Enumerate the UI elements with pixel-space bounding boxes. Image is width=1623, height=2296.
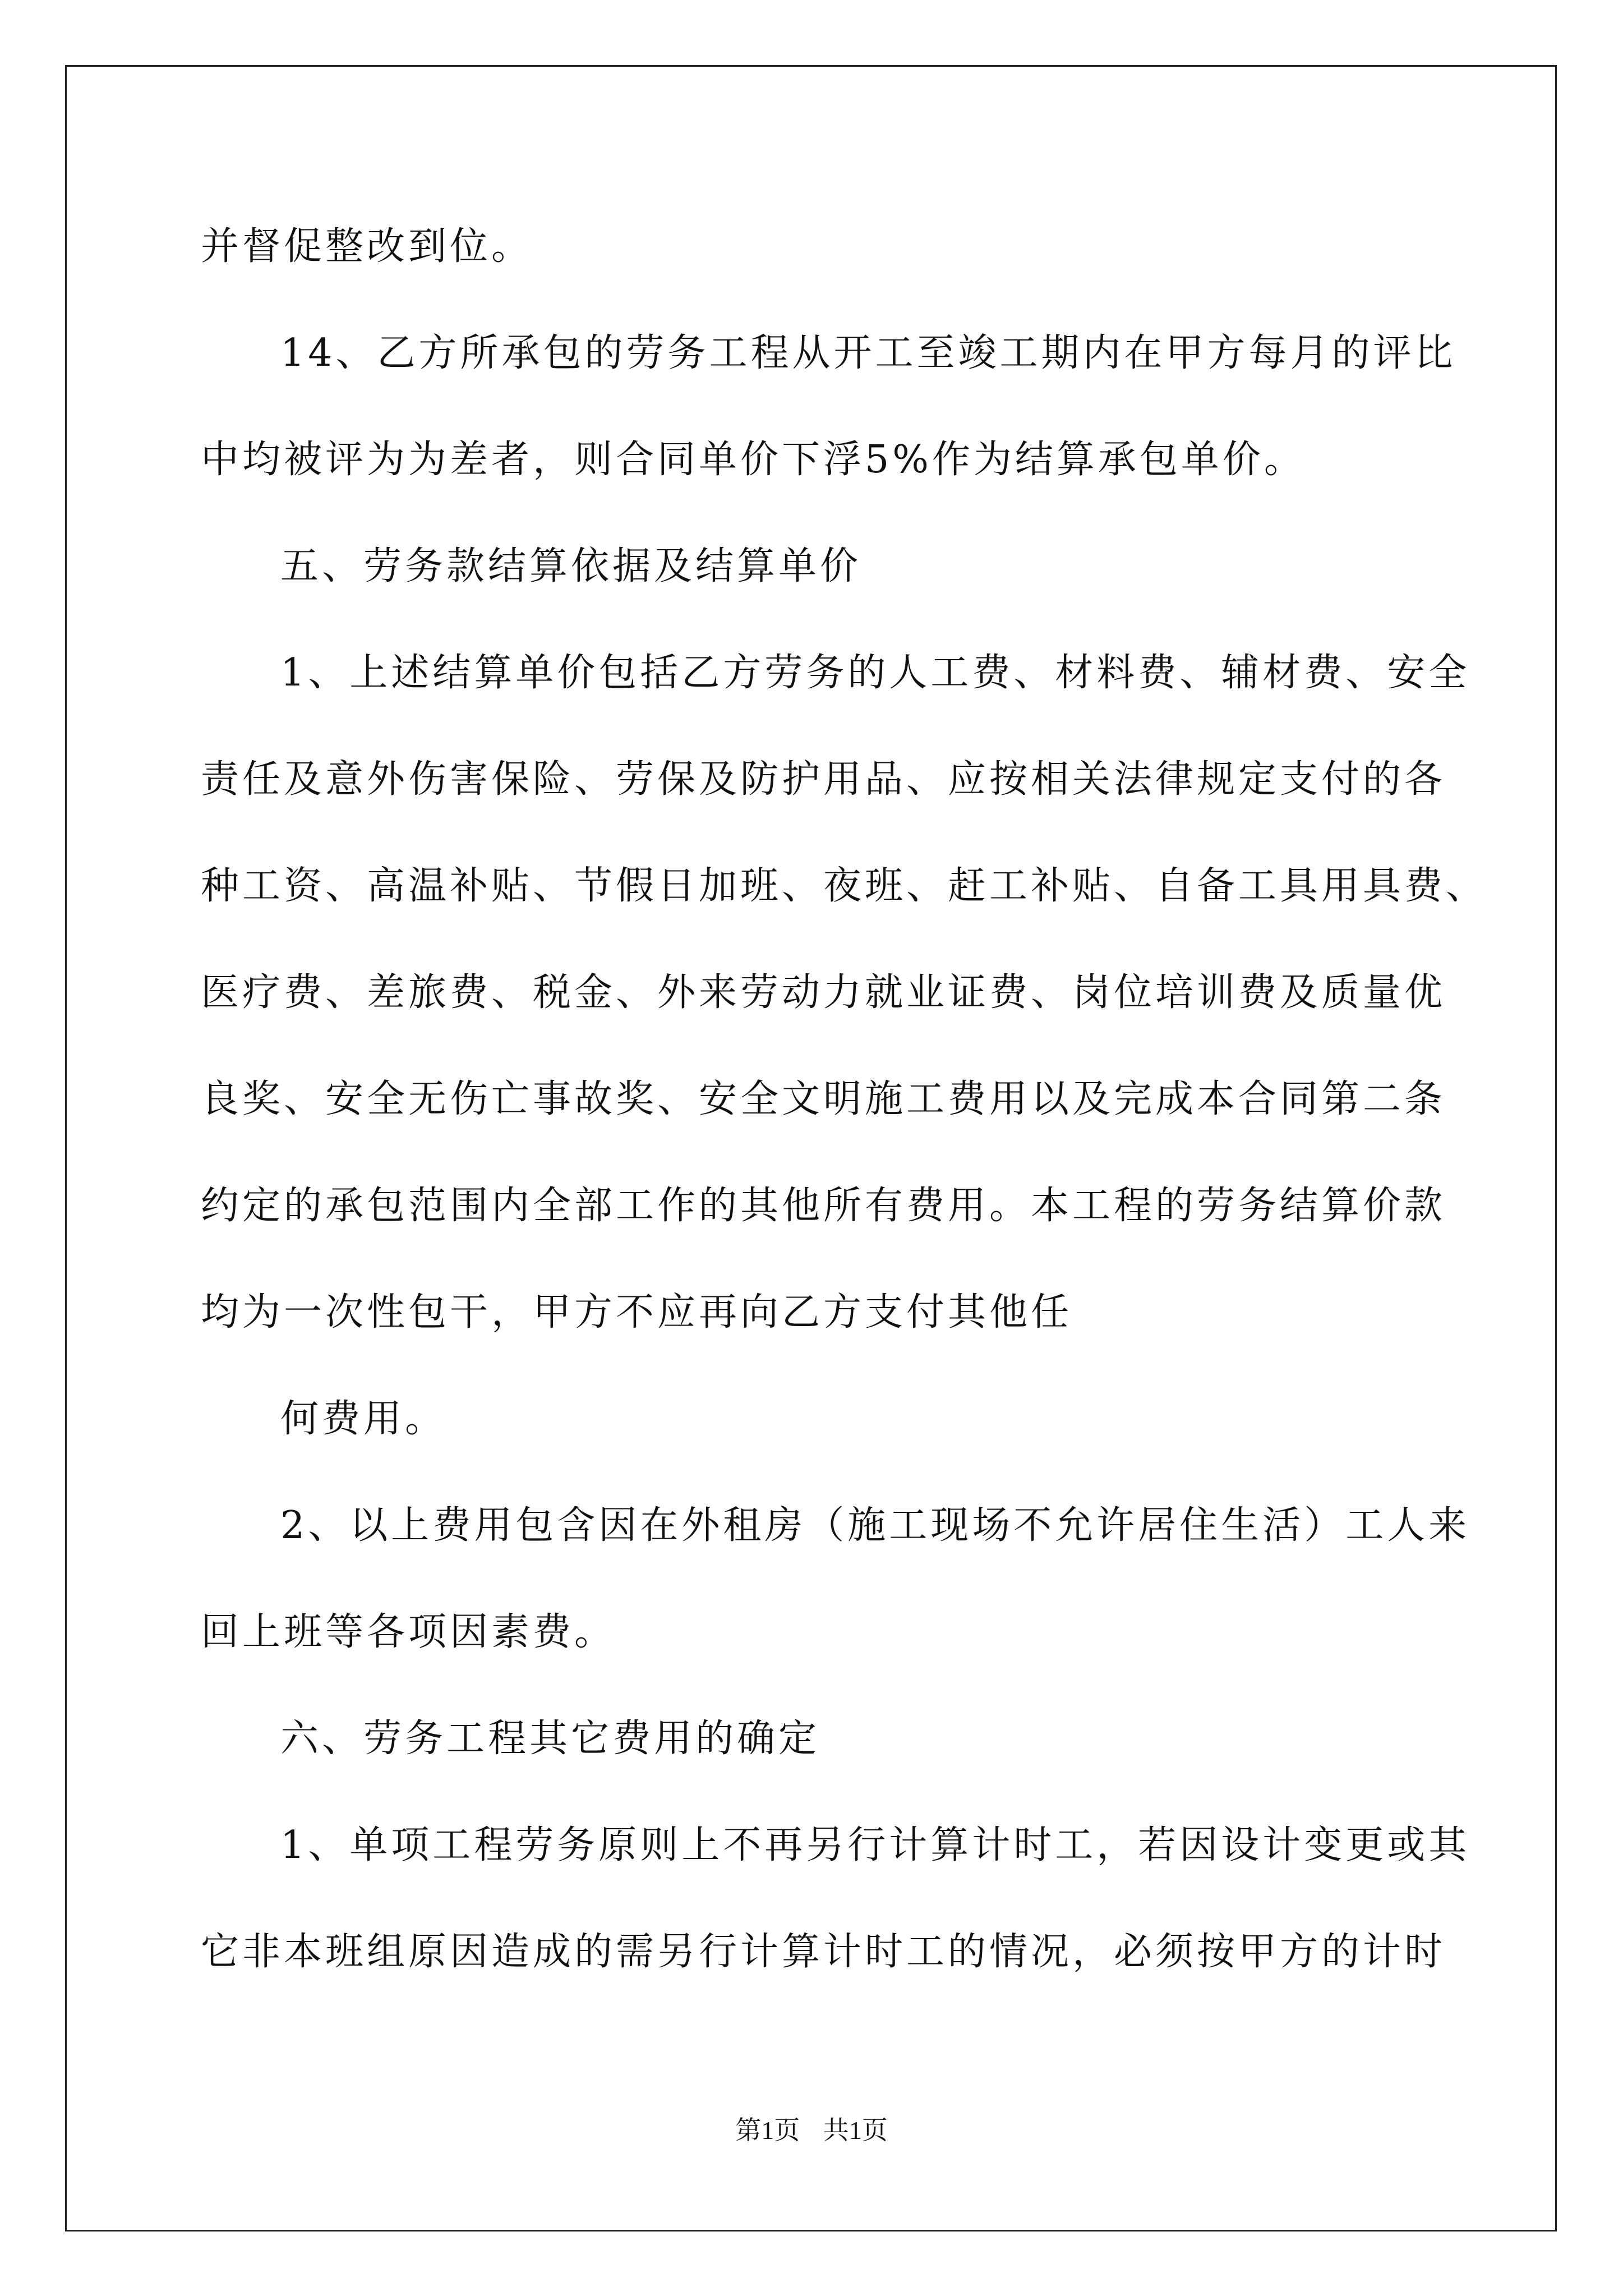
page-border [65,65,1557,2231]
text-line: 并督促整改到位。 [201,224,533,269]
text-line: 何费用。 [280,1397,447,1441]
section-heading: 五、劳务款结算依据及结算单价 [280,544,862,588]
text-line: 均为一次性包干，甲方不应再向乙方支付其他任 [201,1290,1073,1335]
text-line: 责任及意外伤害保险、劳保及防护用品、应按相关法律规定支付的各 [201,757,1446,802]
text-line: 1、单项工程劳务原则上不再另行计算计时工，若因设计变更或其 [280,1823,1470,1867]
text-line: 种工资、高温补贴、节假日加班、夜班、赶工补贴、自备工具用具费、 [201,864,1488,908]
text-line: 良奖、安全无伤亡事故奖、安全文明施工费用以及完成本合同第二条 [201,1077,1446,1121]
text-line: 2、以上费用包含因在外租房（施工现场不允许居住生活）工人来 [280,1503,1470,1548]
section-heading: 六、劳务工程其它费用的确定 [280,1717,820,1761]
page-number: 第1页 共1页 [735,2116,888,2145]
text-line: 它非本班组原因造成的需另行计算计时工的情况，必须按甲方的计时 [201,1930,1446,1974]
text-line: 约定的承包范围内全部工作的其他所有费用。本工程的劳务结算价款 [201,1184,1446,1228]
text-line: 1、上述结算单价包括乙方劳务的人工费、材料费、辅材费、安全 [280,651,1470,695]
text-line: 回上班等各项因素费。 [201,1610,616,1654]
text-line: 中均被评为为差者，则合同单价下浮5%作为结算承包单价。 [201,438,1306,482]
text-line: 医疗费、差旅费、税金、外来劳动力就业证费、岗位培训费及质量优 [201,970,1446,1015]
text-line: 14、乙方所承包的劳务工程从开工至竣工期内在甲方每月的评比 [280,331,1456,375]
